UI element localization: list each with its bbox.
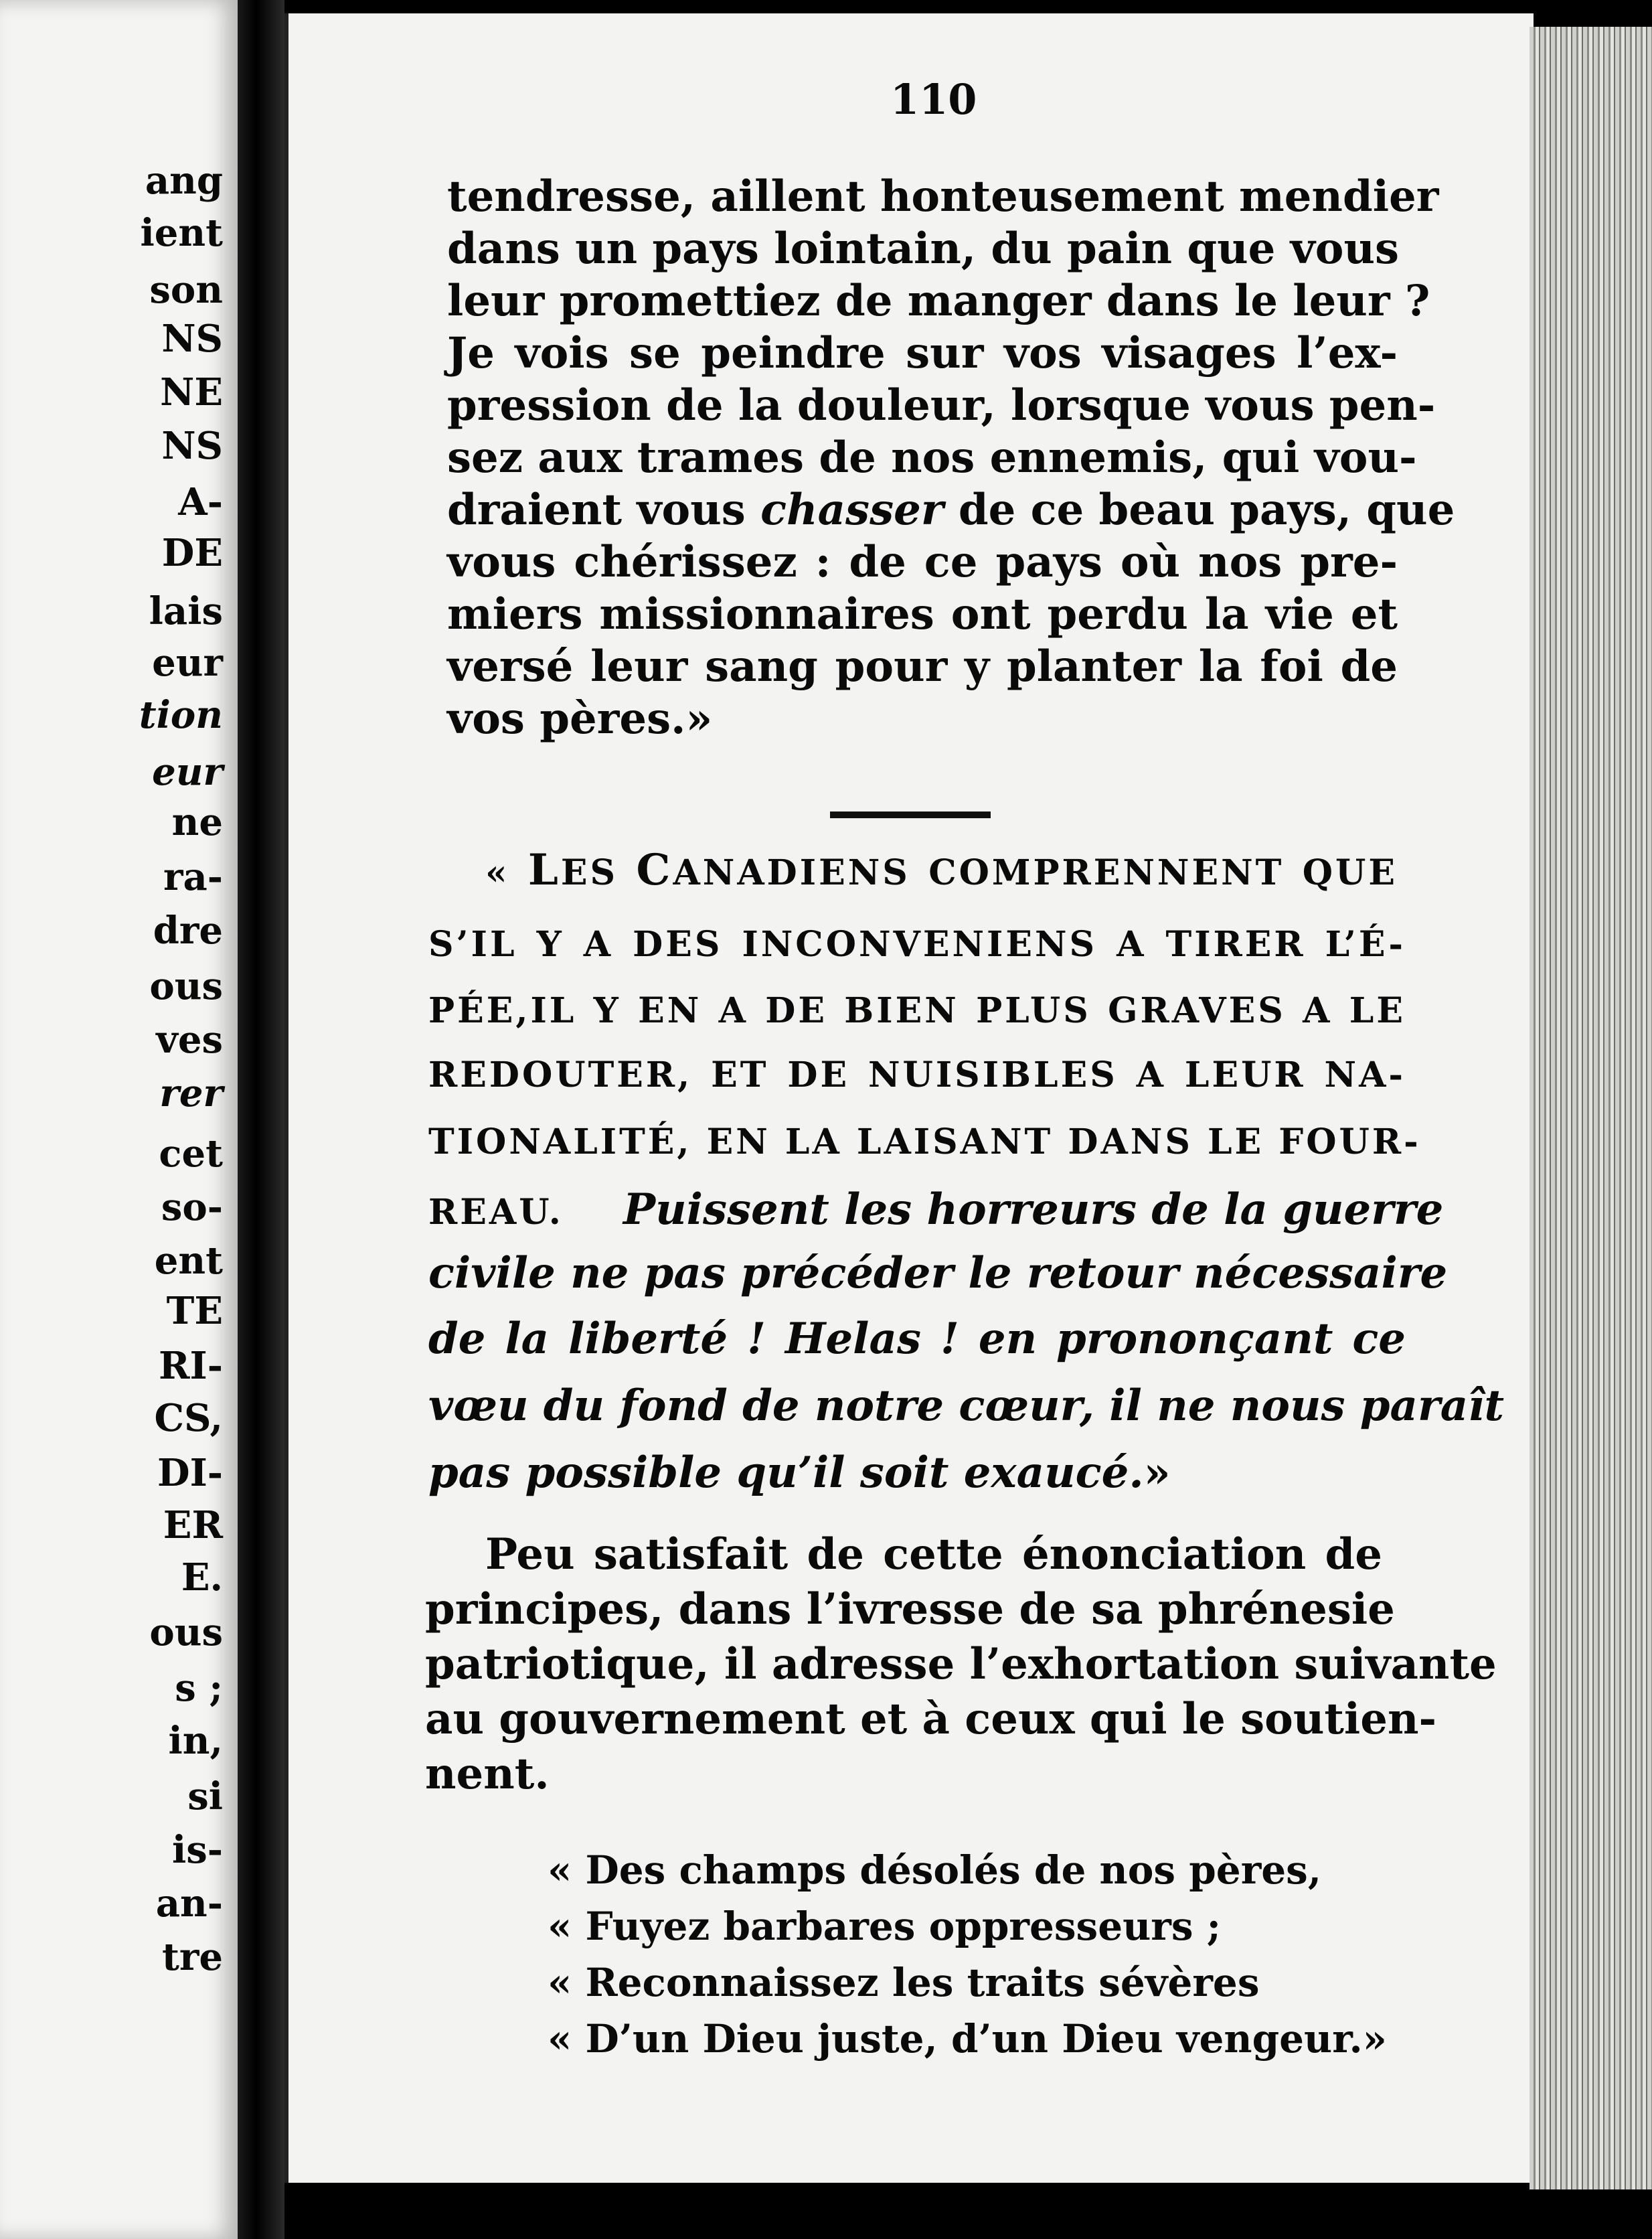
quote-line: S’IL Y A DES INCONVENIENS A TIRER L’É- bbox=[428, 924, 1406, 965]
para1-line: dans un pays lointain, du pain que vous bbox=[447, 224, 1400, 274]
para3-line: nent. bbox=[425, 1749, 550, 1799]
left-page-line: ne bbox=[171, 800, 223, 844]
left-page-line: eur bbox=[152, 641, 223, 685]
left-page-line: is- bbox=[171, 1828, 223, 1872]
para1-line: vous chérissez : de ce pays où nos pre- bbox=[447, 537, 1398, 587]
para1-line: versé leur sang pour y planter la foi de bbox=[447, 641, 1398, 692]
left-page-line: E. bbox=[181, 1555, 223, 1600]
para1-line-start: draient vous bbox=[447, 485, 761, 535]
left-page-line: ous bbox=[149, 1610, 223, 1654]
left-page-line: son bbox=[149, 268, 223, 312]
para1-line bbox=[447, 485, 1455, 535]
left-page-line: dre bbox=[153, 909, 223, 953]
quote-close: » bbox=[1143, 1448, 1171, 1498]
quote-line: PÉE,IL Y EN A DE BIEN PLUS GRAVES A LE bbox=[428, 990, 1406, 1031]
left-page-line: DE bbox=[161, 531, 223, 575]
para1-line: miers missionnaires ont perdu la vie et bbox=[447, 589, 1398, 639]
left-page-line: lais bbox=[149, 589, 223, 633]
para1-line: vos pères.» bbox=[447, 694, 713, 744]
para3-line: principes, dans l’ivresse de sa phrénesie bbox=[425, 1584, 1395, 1634]
left-page-line: ient bbox=[140, 211, 223, 255]
left-page-line: NE bbox=[160, 370, 223, 414]
para1-line: sez aux trames de nos ennemis, qui vou- bbox=[447, 433, 1417, 483]
verse-line: « Des champs désolés de nos pères, bbox=[548, 1847, 1322, 1893]
para1-line: leur promettiez de manger dans le leur ? bbox=[447, 276, 1430, 326]
verse-line: « Fuyez barbares oppresseurs ; bbox=[548, 1904, 1222, 1949]
left-page-line: ent bbox=[154, 1239, 223, 1283]
left-page-line: A- bbox=[178, 480, 223, 524]
left-page-line: rer bbox=[159, 1071, 223, 1115]
quote-word: REAU. bbox=[428, 1192, 564, 1233]
left-page-line: in, bbox=[168, 1719, 223, 1763]
italic-line bbox=[428, 1448, 1406, 1498]
italic-text: pas possible qu’il soit exaucé. bbox=[428, 1448, 1144, 1498]
left-page-line: s ; bbox=[175, 1666, 223, 1710]
italic-line: de la liberté ! Helas ! en prononçant ce bbox=[428, 1314, 1406, 1364]
quote-line bbox=[428, 1184, 1444, 1235]
para1-line-end: de ce beau pays, que bbox=[943, 485, 1455, 535]
left-page-line: ang bbox=[145, 159, 223, 203]
left-page-line: cet bbox=[159, 1132, 223, 1176]
verse-line: « Reconnaissez les traits sévères bbox=[548, 1960, 1260, 2005]
left-page-line: tion bbox=[139, 693, 223, 737]
left-page-line: eur bbox=[152, 750, 223, 794]
book-gutter bbox=[238, 0, 284, 2239]
para1-line: Je vois se peindre sur vos visages l’ex- bbox=[447, 328, 1398, 378]
page-number: 110 bbox=[890, 75, 977, 124]
para3-line: au gouvernement et à ceux qui le soutien- bbox=[425, 1694, 1437, 1744]
left-page-line: NS bbox=[161, 317, 223, 361]
drop-cap-c: C bbox=[636, 845, 673, 895]
left-page-line: CS, bbox=[154, 1396, 223, 1440]
left-page-line: TE bbox=[166, 1289, 223, 1333]
para3-line: Peu satisfait de cette énonciation de bbox=[485, 1529, 1382, 1579]
section-rule bbox=[830, 812, 991, 818]
left-page-line: an- bbox=[155, 1881, 223, 1926]
left-page-line: ra- bbox=[163, 855, 223, 899]
page-edges bbox=[1530, 27, 1652, 2189]
quote-line bbox=[485, 845, 1398, 895]
quote-open: « bbox=[485, 852, 528, 893]
para3-line: patriotique, il adresse l’exhortation suivante bbox=[425, 1639, 1497, 1689]
drop-cap-l: L bbox=[527, 845, 561, 895]
italic-text: Puissent les horreurs de la guerre bbox=[623, 1184, 1444, 1235]
italic-line: civile ne pas précéder le retour nécessaire bbox=[428, 1248, 1448, 1298]
left-page-line: RI- bbox=[159, 1344, 223, 1388]
quote-word: ES bbox=[560, 852, 637, 893]
left-page-line: NS bbox=[161, 424, 223, 468]
left-page-line: si bbox=[187, 1774, 223, 1819]
para1-line: tendresse, aillent honteusement mendier bbox=[447, 171, 1439, 222]
para1-line: pression de la douleur, lorsque vous pen- bbox=[447, 380, 1436, 431]
left-page bbox=[0, 0, 238, 2239]
left-page-line: DI- bbox=[157, 1451, 223, 1495]
quote-line: TIONALITÉ, EN LA LAISANT DANS LE FOUR- bbox=[428, 1122, 1421, 1162]
left-page-line: so- bbox=[161, 1185, 223, 1229]
left-page-line: tre bbox=[162, 1935, 223, 1979]
italic-word: chasser bbox=[760, 485, 944, 535]
left-page-line: ous bbox=[149, 964, 223, 1008]
italic-line: vœu du fond de notre cœur, il ne nous paraît bbox=[428, 1381, 1505, 1431]
left-page-line: ves bbox=[156, 1018, 223, 1062]
quote-rest: ANADIENS COMPRENNENT QUE bbox=[673, 852, 1398, 893]
quote-line: REDOUTER, ET DE NUISIBLES A LEUR NA- bbox=[428, 1055, 1406, 1095]
left-page-line: ER bbox=[163, 1503, 223, 1547]
verse-line: « D’un Dieu juste, d’un Dieu vengeur.» bbox=[548, 2016, 1387, 2062]
